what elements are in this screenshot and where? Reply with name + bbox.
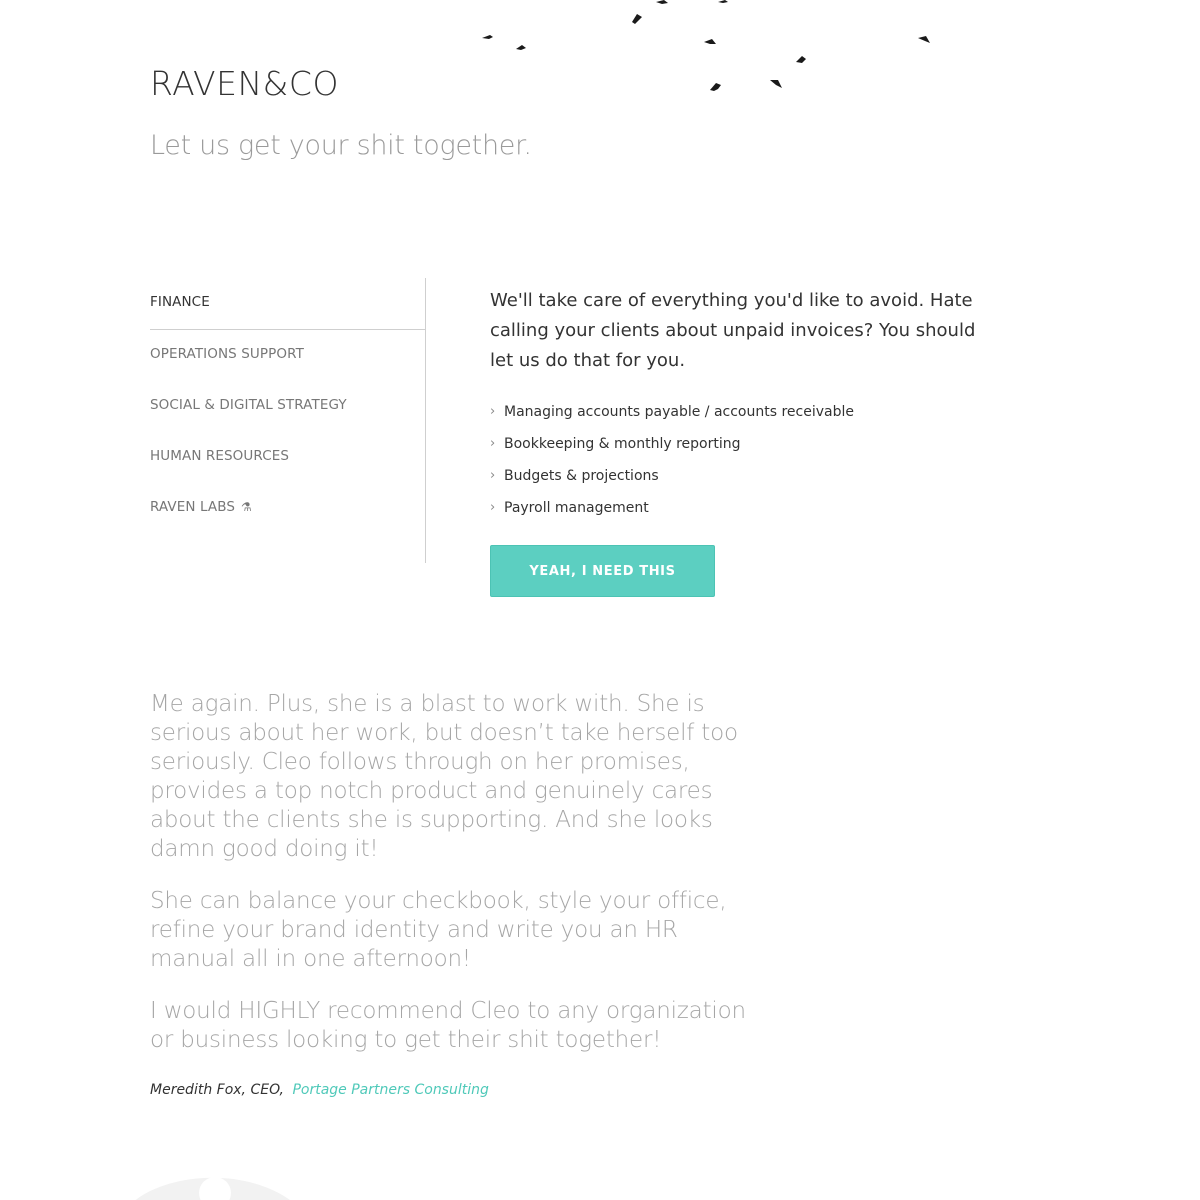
chevron-right-icon: › [490,500,496,515]
list-item [490,496,990,528]
site-logo[interactable]: RAVEN&CO [150,64,339,103]
testimonial-paragraph: She can balance your checkbook, style your office, refine your brand identity and write you an HR manual all in one afternoon! [150,888,727,972]
bird-icon [656,0,668,4]
company-link[interactable]: Portage Partners Consulting [292,1082,489,1098]
nav-item-social-digital-strategy[interactable]: SOCIAL & DIGITAL STRATEGY [150,397,347,413]
list-item-text: Bookkeeping & monthly reporting [504,436,741,452]
service-lead-text: We'll take care of everything you'd like to avoid. Hate calling your clients about unpaid invoices? You should let us do that for you. [490,290,976,371]
bird-icon [632,14,642,24]
raven-watermark-icon [120,1165,300,1200]
list-item [490,400,990,432]
bird-icon [482,35,493,39]
testimonial [150,690,750,1078]
service-category-nav [150,278,426,563]
bird-icon [718,0,728,3]
flask-icon: ⚗ [241,500,252,514]
nav-item-raven-labs-label: RAVEN LABS [150,499,236,515]
chevron-right-icon: › [490,436,496,451]
bird-icon [770,80,782,88]
chevron-right-icon: › [490,468,496,483]
bird-icon [516,45,526,50]
list-item [490,464,990,496]
list-item [490,432,990,464]
flying-birds-illustration [460,0,960,110]
list-item-text: Managing accounts payable / accounts receivable [504,404,854,420]
bird-icon [704,39,716,44]
nav-item-raven-labs[interactable] [150,483,425,534]
tagline: Let us get your shit together. [150,130,532,161]
testimonial-paragraph: Me again. Plus, she is a blast to work with. She is serious about her work, but doesn’t take herself too seriously. Cleo follows through on her promises, provides a top notch product and genuinely cares about the clients she is supporting. And she looks damn good doing it! [150,691,738,862]
nav-item-human-resources[interactable]: HUMAN RESOURCES [150,448,290,464]
cta-button[interactable]: YEAH, I NEED THIS [490,545,715,597]
service-detail [490,286,990,528]
service-list [490,400,990,528]
nav-item-finance[interactable]: FINANCE [150,278,425,330]
bird-icon [796,56,806,63]
bird-icon [918,36,930,43]
list-item-text: Payroll management [504,500,649,516]
testimonial-paragraph: I would HIGHLY recommend Cleo to any organization or business looking to get their shit together! [150,998,746,1053]
bird-icon [710,83,721,91]
list-item-text: Budgets & projections [504,468,659,484]
testimonial-attribution [150,1082,489,1098]
chevron-right-icon: › [490,404,496,419]
testimonial-author: Meredith Fox, CEO, [150,1082,284,1098]
nav-item-operations-support[interactable]: OPERATIONS SUPPORT [150,346,304,362]
